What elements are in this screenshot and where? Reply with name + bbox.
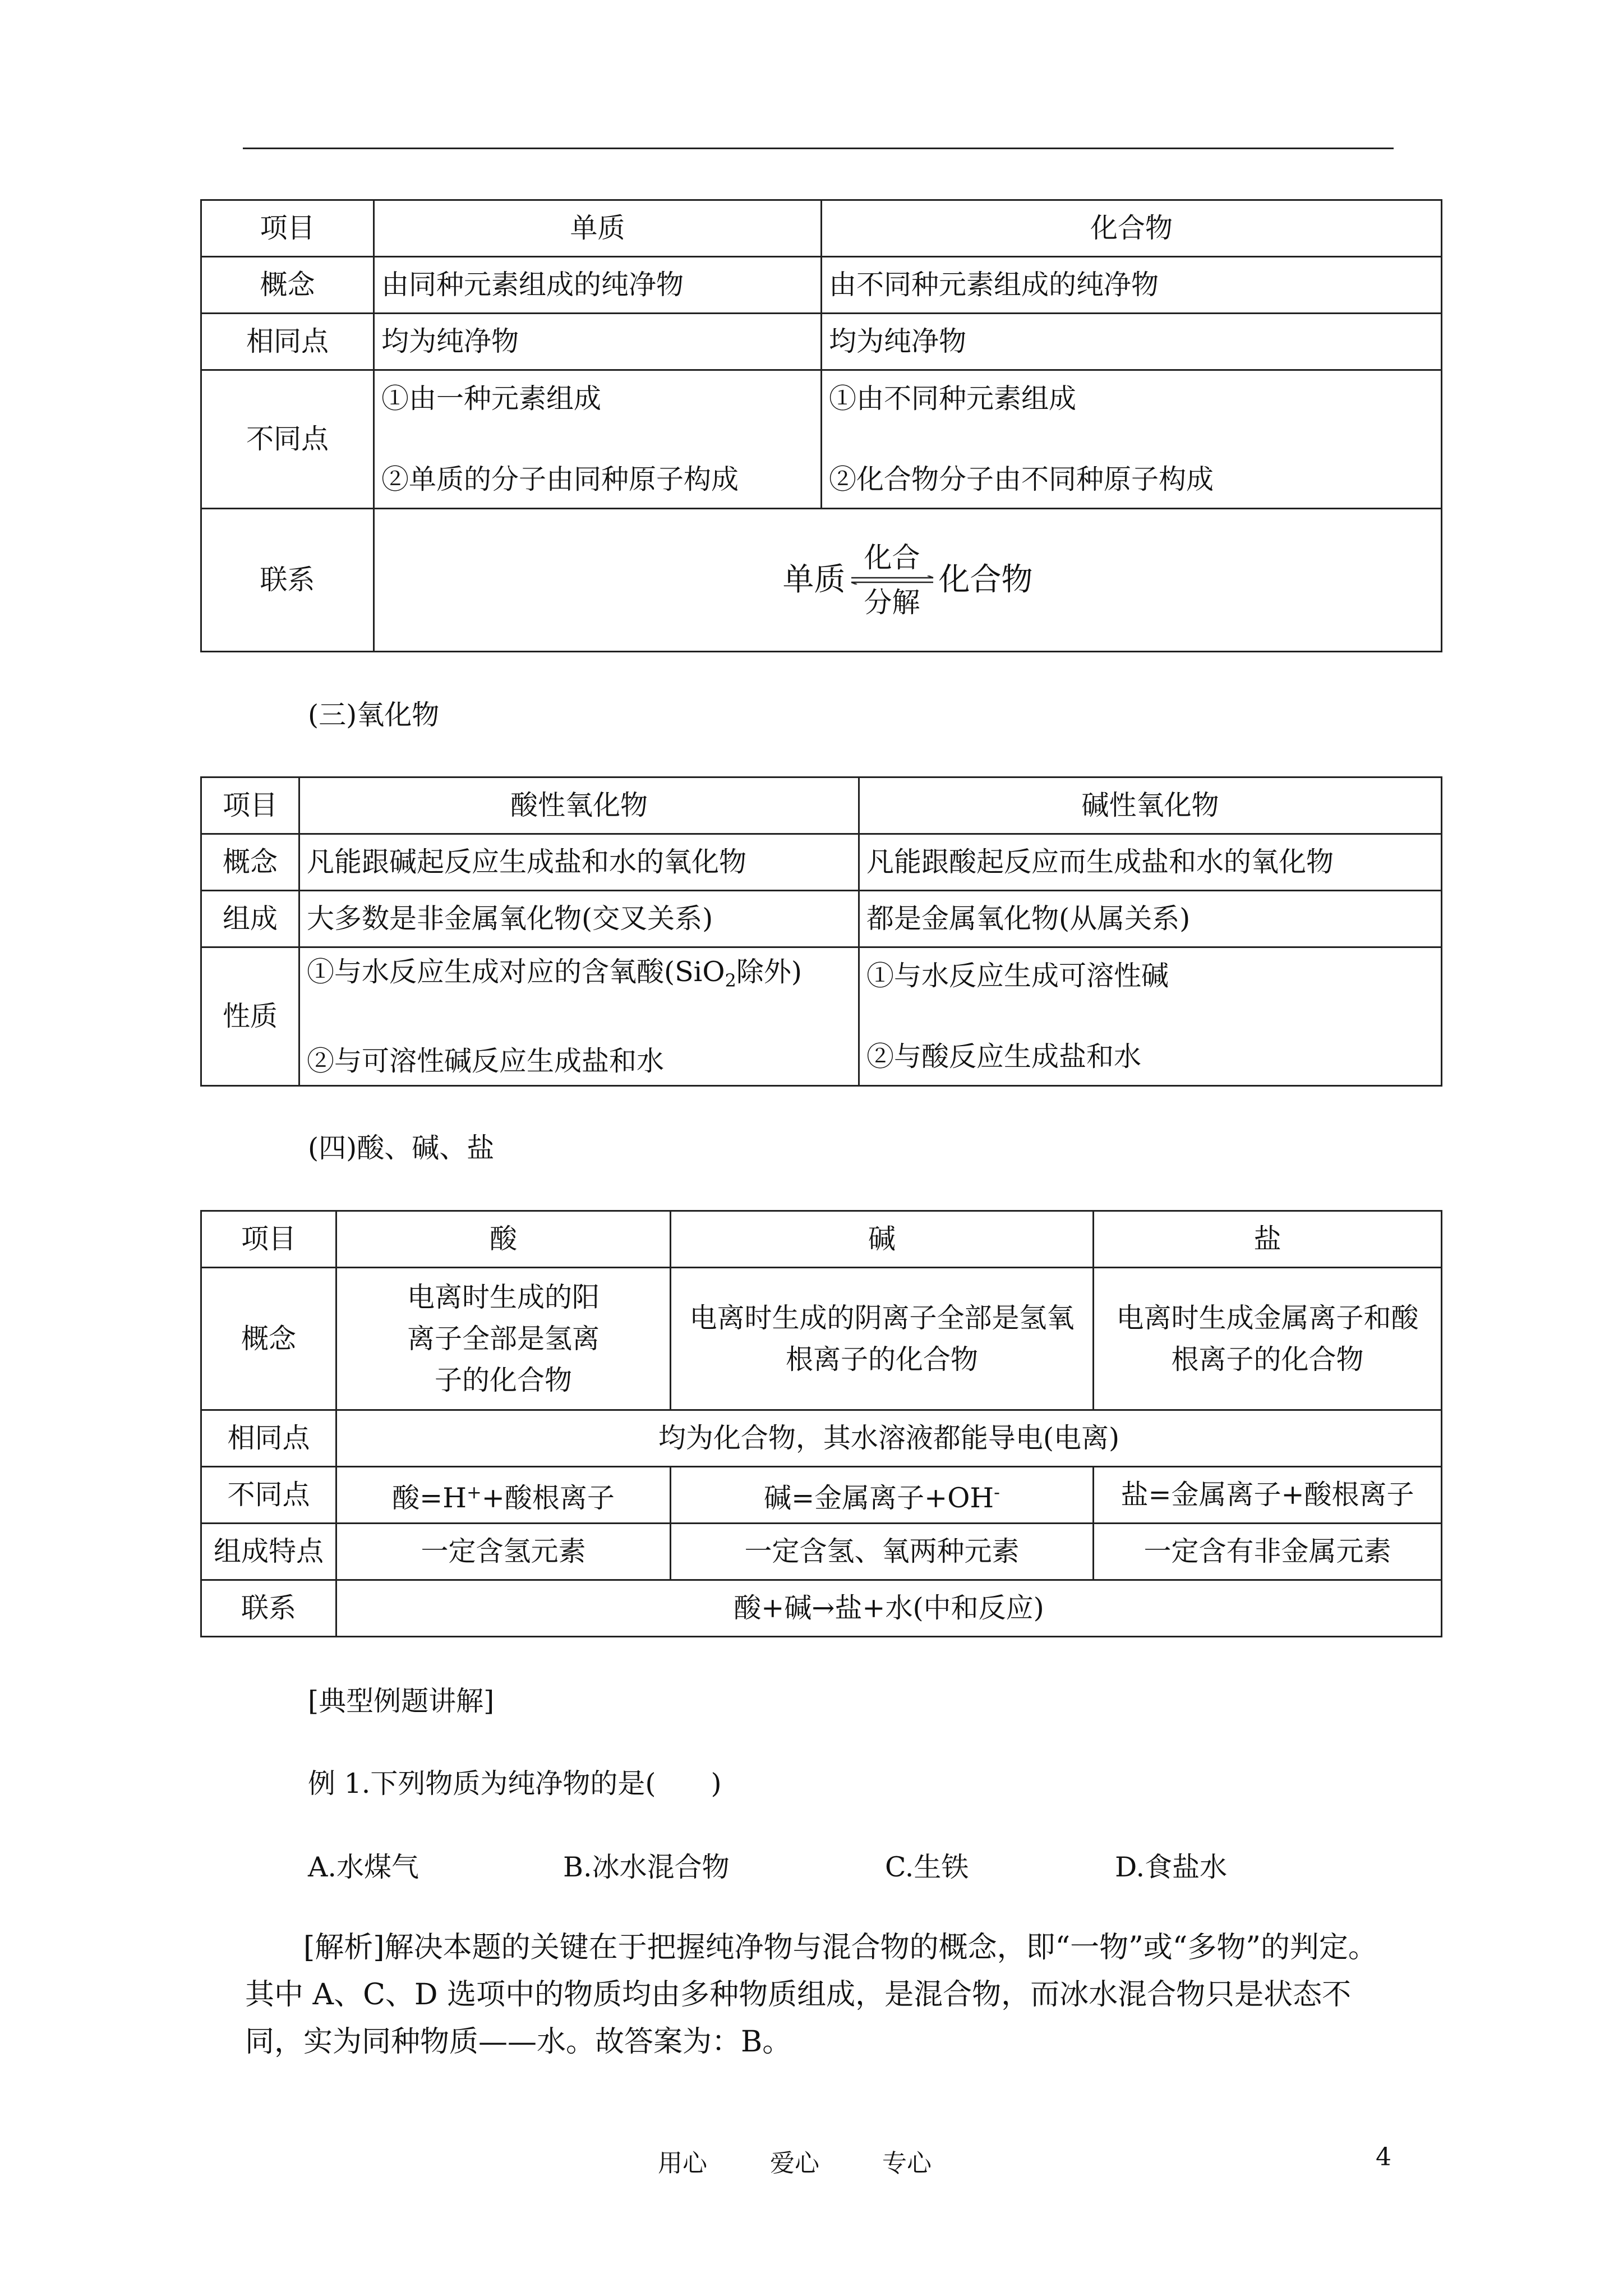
table-header-cell: 项目 (201, 1211, 336, 1268)
table-cell: 都是金属氧化物(从属关系) (859, 891, 1442, 947)
table-cell: 酸+碱→盐+水(中和反应) (336, 1580, 1442, 1637)
page-number: 4 (1376, 2143, 1391, 2171)
section-title: (三)氧化物 (308, 699, 440, 731)
table-cell: 由同种元素组成的纯净物 (374, 257, 822, 314)
cell-line: 根离子的化合物 (785, 1343, 978, 1375)
cell-line: 子的化合物 (434, 1364, 572, 1396)
row-label: 联系 (201, 1580, 336, 1637)
table-cell: 凡能跟酸起反应而生成盐和水的氧化物 (859, 834, 1442, 891)
table-header-cell: 碱 (671, 1211, 1094, 1268)
row-label: 概念 (201, 834, 299, 891)
table-header-cell: 碱性氧化物 (859, 777, 1442, 834)
table-cell: 均为化合物，其水溶液都能导电(电离) (336, 1410, 1442, 1467)
option-b: B.冰水混合物 (563, 1851, 730, 1883)
relation-backward-label: 分解 (864, 586, 920, 619)
table-cell (336, 1268, 671, 1410)
row-label: 性质 (201, 947, 299, 1086)
relation-left: 单质 (782, 562, 846, 598)
table-cell (859, 947, 1442, 1086)
table-cell: 一定含有非金属元素 (1094, 1524, 1442, 1580)
cell-line: 电离时生成的阳 (407, 1281, 600, 1313)
table-cell: 一定含氢、氧两种元素 (671, 1524, 1094, 1580)
row-label: 联系 (201, 509, 374, 652)
cell-line: ①与水反应生成可溶性碱 (866, 960, 1169, 992)
table-header-cell: 项目 (201, 200, 374, 257)
relation-forward-label: 化合 (864, 541, 920, 574)
footer-motto-3: 专心 (882, 2149, 932, 2178)
cell-line: 电离时生成的阴离子全部是氢氧 (689, 1301, 1075, 1334)
relation-cell (374, 509, 1442, 652)
table-cell: 均为纯净物 (374, 314, 822, 370)
relation-arrows-group (850, 542, 934, 618)
cell-line: ②单质的分子由同种原子构成 (381, 463, 739, 495)
row-label: 组成 (201, 891, 299, 947)
footer-motto-1: 用心 (658, 2149, 707, 2178)
cell-line: 离子全部是氢离 (407, 1322, 600, 1355)
examples-title: [典型例题讲解] (308, 1685, 495, 1717)
table-header-cell: 盐 (1094, 1211, 1442, 1268)
cell-line: 根离子的化合物 (1171, 1343, 1364, 1375)
table-cell: 酸=H++酸根离子 (336, 1467, 671, 1524)
analysis-paragraph: [解析]解决本题的关键在于把握纯净物与混合物的概念，即“一物”或“多物”的判定。其中 A、C、D 选项中的物质均由多种物质组成，是混合物，而冰水混合物只是状态不同，实为同种物质——水。故答案为：B。 (245, 1931, 1377, 2059)
row-label: 不同点 (201, 370, 374, 509)
row-label: 概念 (201, 1268, 336, 1410)
option-d: D.食盐水 (1115, 1851, 1228, 1883)
section-title: (四)酸、碱、盐 (308, 1132, 495, 1164)
cell-line: ②与酸反应生成盐和水 (866, 1041, 1142, 1073)
table-header-cell: 酸性氧化物 (299, 777, 859, 834)
option-c: C.生铁 (885, 1851, 969, 1883)
table-cell (1094, 1268, 1442, 1410)
relation-diagram (783, 542, 1033, 618)
table-cell: 均为纯净物 (822, 314, 1442, 370)
table-cell: 碱=金属离子+OH- (671, 1467, 1094, 1524)
cell-line: ②与可溶性碱反应生成盐和水 (307, 1045, 665, 1077)
table-cell: 凡能跟碱起反应生成盐和水的氧化物 (299, 834, 859, 891)
cell-line: ①由不同种元素组成 (829, 383, 1077, 415)
oxide-table (200, 776, 1442, 1087)
row-label: 概念 (201, 257, 374, 314)
table-cell: 由不同种元素组成的纯净物 (822, 257, 1442, 314)
table-header-cell: 酸 (336, 1211, 671, 1268)
table-header-cell: 化合物 (822, 200, 1442, 257)
table-cell: 盐=金属离子+酸根离子 (1094, 1467, 1442, 1524)
option-a: A.水煤气 (308, 1851, 419, 1883)
table-header-cell: 项目 (201, 777, 299, 834)
double-arrow-icon (850, 576, 934, 585)
table-cell: 一定含氢元素 (336, 1524, 671, 1580)
header-rule (243, 148, 1394, 149)
table-cell (822, 370, 1442, 509)
relation-right: 化合物 (938, 562, 1033, 598)
row-label: 相同点 (201, 314, 374, 370)
row-label: 组成特点 (201, 1524, 336, 1580)
cell-line: 电离时生成金属离子和酸 (1116, 1301, 1419, 1334)
example-question: 例 1.下列物质为纯净物的是( ) (308, 1768, 722, 1800)
row-label: 相同点 (201, 1410, 336, 1467)
table-header-cell: 单质 (374, 200, 822, 257)
table-cell: 大多数是非金属氧化物(交叉关系) (299, 891, 859, 947)
footer-motto-2: 爱心 (770, 2149, 819, 2178)
cell-line: ①与水反应生成对应的含氧酸(SiO$_2$除外) (307, 955, 803, 991)
table-cell (671, 1268, 1094, 1410)
table-cell (374, 370, 822, 509)
table-cell (299, 947, 859, 1086)
element-compound-table (200, 199, 1442, 652)
row-label: 不同点 (201, 1467, 336, 1524)
acid-base-salt-table (200, 1210, 1442, 1637)
cell-line: ②化合物分子由不同种原子构成 (829, 463, 1214, 495)
cell-line: ①由一种元素组成 (381, 383, 602, 415)
